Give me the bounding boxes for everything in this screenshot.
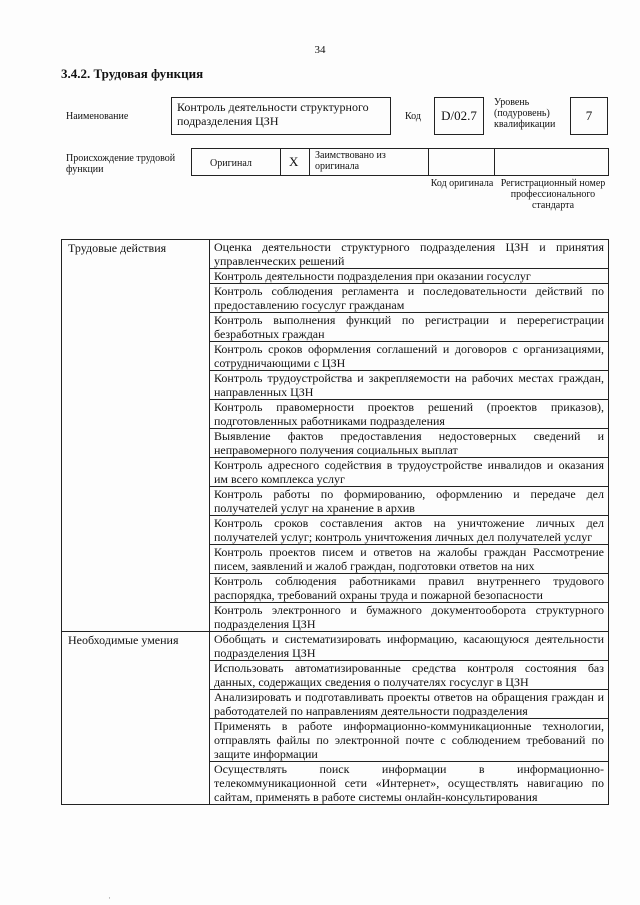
category-cell: Трудовые действия (62, 240, 210, 632)
code-original-label: Код оригинала (430, 178, 494, 189)
item-cell: Обобщать и систематизировать информацию, касающуюся деятельности подразделения ЦЗН (210, 632, 609, 661)
item-cell: Выявление фактов предоставления недостоверных сведений и неправомерного получения социальных выплат (210, 429, 609, 458)
item-cell: Осуществлять поиск информации в информационно-телекоммуникационной сети «Интернет», осуществлять навигацию по сайтам, применять в работе системы онлайн-консультирования (210, 762, 609, 805)
table-row (62, 240, 609, 269)
origin-row (191, 148, 609, 176)
table-row (62, 632, 609, 661)
item-cell: Контроль трудоустройства и закрепляемости на рабочих местах граждан, направленных ЦЗН (210, 371, 609, 400)
code-original-cell (428, 148, 495, 176)
qualification-level-label: Уровень (подуровень) квалификации (494, 97, 556, 130)
borrowed-label: Заимствовано из оригинала (315, 150, 386, 172)
original-mark: X (289, 154, 299, 169)
item-cell: Использовать автоматизированные средства контроля состояния баз данных, содержащих сведения о получателях госуслуг в ЦЗН (210, 661, 609, 690)
item-cell: Контроль выполнения функций по регистрации и перерегистрации безработных граждан (210, 313, 609, 342)
item-cell: Контроль деятельности подразделения при оказании госуслуг (210, 269, 609, 284)
code-label: Код (405, 111, 421, 122)
function-name-field: Контроль деятельности структурного подразделения ЦЗН (171, 97, 391, 135)
name-label: Наименование (66, 111, 129, 122)
item-cell: Контроль соблюдения регламента и последовательности действий по предоставлению госуслуг гражданам (210, 284, 609, 313)
section-title: 3.4.2. Трудовая функция (61, 66, 204, 81)
item-cell: Анализировать и подготавливать проекты ответов на обращения граждан и работодателей по направлениям деятельности подразделения (210, 690, 609, 719)
reg-number-cell (494, 148, 609, 176)
item-cell: Контроль сроков оформления соглашений и договоров с организациями, сотрудничающими с ЦЗН (210, 342, 609, 371)
page-number: 34 (314, 44, 326, 56)
category-cell: Необходимые умения (62, 632, 210, 805)
item-cell: Контроль работы по формированию, оформлению и передаче дел получателей услуг на хранение в архив (210, 487, 609, 516)
function-code-field: D/02.7 (434, 97, 484, 135)
item-cell: Контроль проектов писем и ответов на жалобы граждан Рассмотрение писем, заявлений и жалоб граждан, подготовки ответов на них (210, 545, 609, 574)
item-cell: Оценка деятельности структурного подразделения ЦЗН и принятия управленческих решений (210, 240, 609, 269)
item-cell: Контроль правомерности проектов решений (проектов приказов), подготовленных работниками подразделения (210, 400, 609, 429)
original-label: Оригинал (210, 158, 252, 169)
item-cell: Контроль сроков составления актов на уничтожение личных дел получателей услуг; контроль уничтожения личных дел получателей услуг (210, 516, 609, 545)
function-details-table (61, 239, 609, 805)
scan-mark: · (108, 893, 111, 903)
item-cell: Применять в работе информационно-коммуникационные технологии, отправлять файлы по электронной почте с соблюдением требований по защите информации (210, 719, 609, 762)
original-mark-cell (280, 148, 310, 176)
item-cell: Контроль электронного и бумажного документооборота структурного подразделения ЦЗН (210, 603, 609, 632)
borrowed-cell (309, 148, 429, 176)
reg-number-label: Регистрационный номер профессионального стандарта (500, 178, 606, 211)
original-cell (191, 148, 281, 176)
qualification-level-field: 7 (570, 97, 608, 135)
item-cell: Контроль адресного содействия в трудоустройстве инвалидов и оказания им всего комплекса услуг (210, 458, 609, 487)
item-cell: Контроль соблюдения работниками правил внутреннего трудового распорядка, требований охраны труда и пожарной безопасности (210, 574, 609, 603)
origin-label: Происхождение трудовой функции (66, 153, 176, 175)
